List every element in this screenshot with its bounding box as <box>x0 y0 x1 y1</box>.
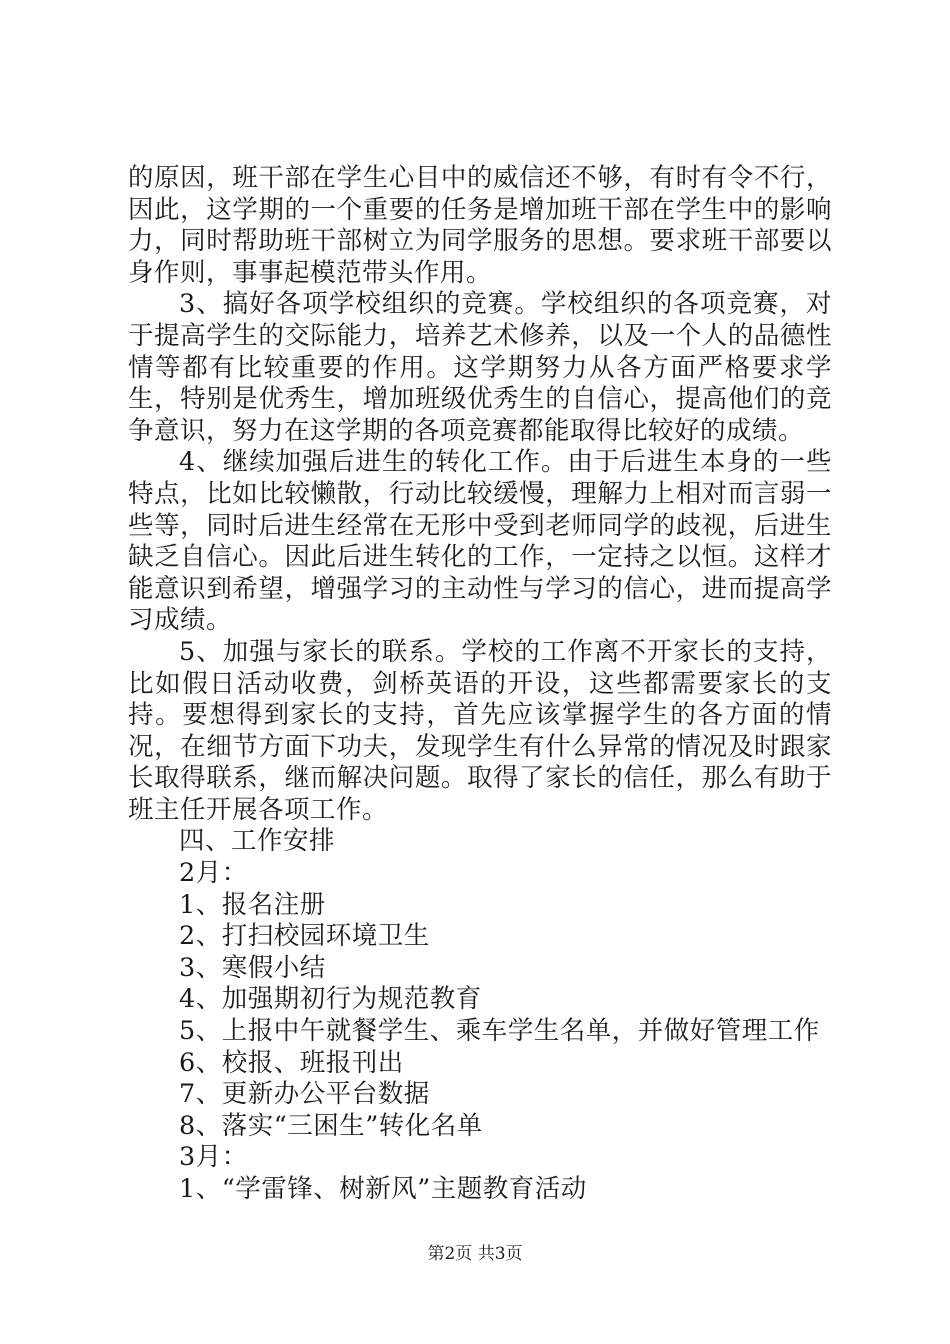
list-item: 8、落实“三困生”转化名单 <box>179 1110 483 1141</box>
list-item: 6、校报、班报刊出 <box>179 1047 404 1078</box>
list-item: 4、加强期初行为规范教育 <box>179 984 482 1015</box>
section-heading: 四、工作安排 <box>179 826 336 857</box>
page-number-footer: 第2页 共3页 <box>427 1244 523 1264</box>
paragraph-parents: 5、加强与家长的联系。学校的工作离不开家长的支持，比如假日活动收费，剑桥英语的开设，这些都需要家长的支持。要想得到家长的支持，首先应该掌握学生的各方面的情况，在细节方面下功夫，发现学生有什么异常的情况及时跟家长取得联系，继而解决问题。取得了家长的信任，那么有助于班主任开展各项工作。 <box>128 636 832 825</box>
list-item: 5、上报中午就餐学生、乘车学生名单，并做好管理工作 <box>179 1016 820 1047</box>
month-heading-mar: 3月： <box>179 1142 248 1173</box>
list-item: 1、“学雷锋、树新风”主题教育活动 <box>179 1174 587 1204</box>
list-item: 2、打扫校园环境卫生 <box>179 921 430 952</box>
paragraph-class-leaders: 的原因，班干部在学生心目中的威信还不够，有时有令不行，因此，这学期的一个重要的任务是增加班干部在学生中的影响力，同时帮助班干部树立为同学服务的思想。要求班干部要以身作则，事事起模范带头作用。 <box>128 163 832 288</box>
paragraph-underachievers: 4、继续加强后进生的转化工作。由于后进生本身的一些特点，比如比较懒散，行动比较缓慢，理解力上相对而言弱一些等，同时后进生经常在无形中受到老师同学的歧视，后进生缺乏自信心。因此后进生转化的工作，一定持之以恒。这样才能意识到希望，增强学习的主动性与学习的信心，进而提高学习成绩。 <box>128 447 832 636</box>
list-item: 3、寒假小结 <box>179 952 326 983</box>
paragraph-competitions: 3、搞好各项学校组织的竞赛。学校组织的各项竞赛，对于提高学生的交际能力，培养艺术修养，以及一个人的品德性情等都有比较重要的作用。这学期努力从各方面严格要求学生，特别是优秀生，增加班级优秀生的自信心，提高他们的竞争意识，努力在这学期的各项竞赛都能取得比较好的成绩。 <box>128 289 832 446</box>
month-heading-feb: 2月： <box>179 858 248 889</box>
list-item: 7、更新办公平台数据 <box>179 1079 430 1110</box>
list-item: 1、报名注册 <box>179 889 326 920</box>
document-body <box>128 163 832 1206</box>
